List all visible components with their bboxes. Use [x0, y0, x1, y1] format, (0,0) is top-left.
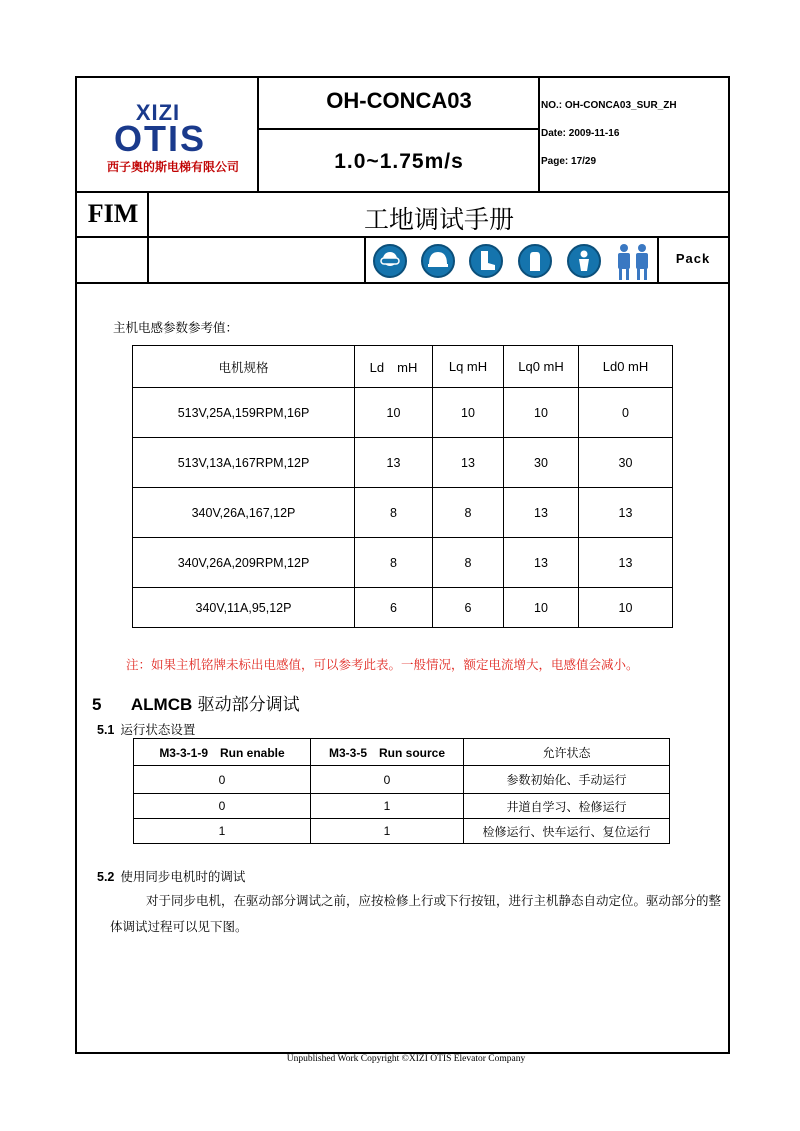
table-cell: 参数初始化、手动运行 — [464, 766, 670, 794]
harness-icon — [567, 244, 601, 278]
table-row — [133, 538, 673, 588]
table-cell: 0 — [579, 388, 673, 438]
table-cell: 8 — [355, 538, 433, 588]
table-row — [133, 588, 673, 628]
table-header-row — [133, 346, 673, 388]
table-cell: 1 — [311, 819, 464, 844]
table-row — [134, 819, 670, 844]
section-title-cn: 驱动部分调试 — [197, 695, 300, 715]
subsection-title: 使用同步电机时的调试 — [120, 869, 246, 884]
table-cell: 13 — [504, 538, 579, 588]
header-divider — [75, 191, 730, 193]
header-divider — [257, 128, 540, 130]
subsection-number: 5.1 — [97, 723, 115, 737]
table-cell: 0 — [134, 794, 311, 819]
document-code: OH-CONCA03 — [326, 88, 472, 113]
logo-xizi: XIZI — [135, 100, 181, 125]
table-cell: 340V,26A,167,12P — [133, 488, 355, 538]
table-cell: 10 — [355, 388, 433, 438]
subsection-5-1-heading — [97, 720, 195, 738]
table-cell: 0 — [311, 766, 464, 794]
table-cell: 检修运行、快车运行、复位运行 — [464, 819, 670, 844]
document-number: NO.: OH-CONCA03_SUR_ZH — [541, 100, 677, 111]
section-title-en: ALMCB — [130, 695, 193, 714]
table-cell: 340V,26A,209RPM,12P — [133, 538, 355, 588]
table-cell: 8 — [433, 538, 504, 588]
table-cell: 513V,25A,159RPM,16P — [133, 388, 355, 438]
section-number: 5 — [92, 695, 102, 714]
column-header: Ld0 mH — [579, 346, 673, 388]
column-header: Lq mH — [433, 346, 504, 388]
gloves-icon — [518, 244, 552, 278]
subsection-5-2-heading — [97, 867, 245, 885]
inductance-note: 注：如果主机铭牌未标出电感值，可以参考此表。一般情况，额定电流增大，电感值会减小。 — [126, 657, 639, 672]
table-row — [133, 488, 673, 538]
section-5-heading — [92, 690, 300, 715]
table-cell: 8 — [355, 488, 433, 538]
logo-otis: OTIS — [113, 118, 206, 159]
table-cell: 340V,11A,95,12P — [133, 588, 355, 628]
table-cell: 513V,13A,167RPM,12P — [133, 438, 355, 488]
table-cell: 13 — [579, 538, 673, 588]
subsection-number: 5.2 — [97, 870, 115, 884]
table-cell: 0 — [134, 766, 311, 794]
table-cell: 1 — [311, 794, 464, 819]
table-header-row — [134, 739, 670, 766]
table-row — [133, 388, 673, 438]
body-paragraph: 对于同步电机，在驱动部分调试之前，应按检修上行或下行按钮，进行主机静态自动定位。驱动部分的整体调试过程可以见下图。 — [110, 893, 722, 934]
page-number: Page: 17/29 — [541, 156, 597, 167]
table-cell: 13 — [355, 438, 433, 488]
header-divider — [657, 236, 659, 282]
safety-boot-icon — [469, 244, 503, 278]
company-name: 西子奥的斯电梯有限公司 — [106, 160, 239, 174]
column-header: 允许状态 — [464, 739, 670, 766]
header-divider — [75, 236, 730, 238]
table-cell: 8 — [433, 488, 504, 538]
table-cell: 10 — [579, 588, 673, 628]
table-cell: 30 — [504, 438, 579, 488]
table-cell: 13 — [579, 488, 673, 538]
fim-label: FIM — [87, 199, 139, 228]
table-row — [133, 438, 673, 488]
document-date: Date: 2009-11-16 — [541, 128, 620, 139]
column-header: Lq0 mH — [504, 346, 579, 388]
table-cell: 10 — [504, 588, 579, 628]
table-cell: 6 — [355, 588, 433, 628]
column-header: Ld mH — [355, 346, 433, 388]
column-header: M3-3-5 Run source — [311, 739, 464, 766]
goggles-icon — [373, 244, 407, 278]
subsection-title: 运行状态设置 — [120, 722, 196, 737]
speed-range: 1.0~1.75m/s — [334, 150, 464, 173]
column-header: 电机规格 — [133, 346, 355, 388]
table-row — [134, 766, 670, 794]
table-cell: 1 — [134, 819, 311, 844]
table-cell: 13 — [433, 438, 504, 488]
table-cell: 10 — [433, 388, 504, 438]
table-cell: 30 — [579, 438, 673, 488]
table-cell: 6 — [433, 588, 504, 628]
table-cell: 13 — [504, 488, 579, 538]
column-header: M3-3-1-9 Run enable — [134, 739, 311, 766]
copyright-footer: Unpublished Work Copyright ©XIZI OTIS Elevator Company — [286, 1054, 526, 1064]
pack-label: Pack — [675, 251, 711, 266]
table-cell: 井道自学习、检修运行 — [464, 794, 670, 819]
motor-table-intro: 主机电感参数参考值： — [113, 320, 239, 335]
table-cell: 10 — [504, 388, 579, 438]
helmet-icon — [421, 244, 455, 278]
run-state-table — [133, 738, 670, 844]
motor-inductance-table — [132, 345, 673, 628]
header-divider — [75, 282, 730, 284]
page-title: 工地调试手册 — [363, 205, 514, 234]
header-divider — [364, 236, 366, 282]
table-row — [134, 794, 670, 819]
